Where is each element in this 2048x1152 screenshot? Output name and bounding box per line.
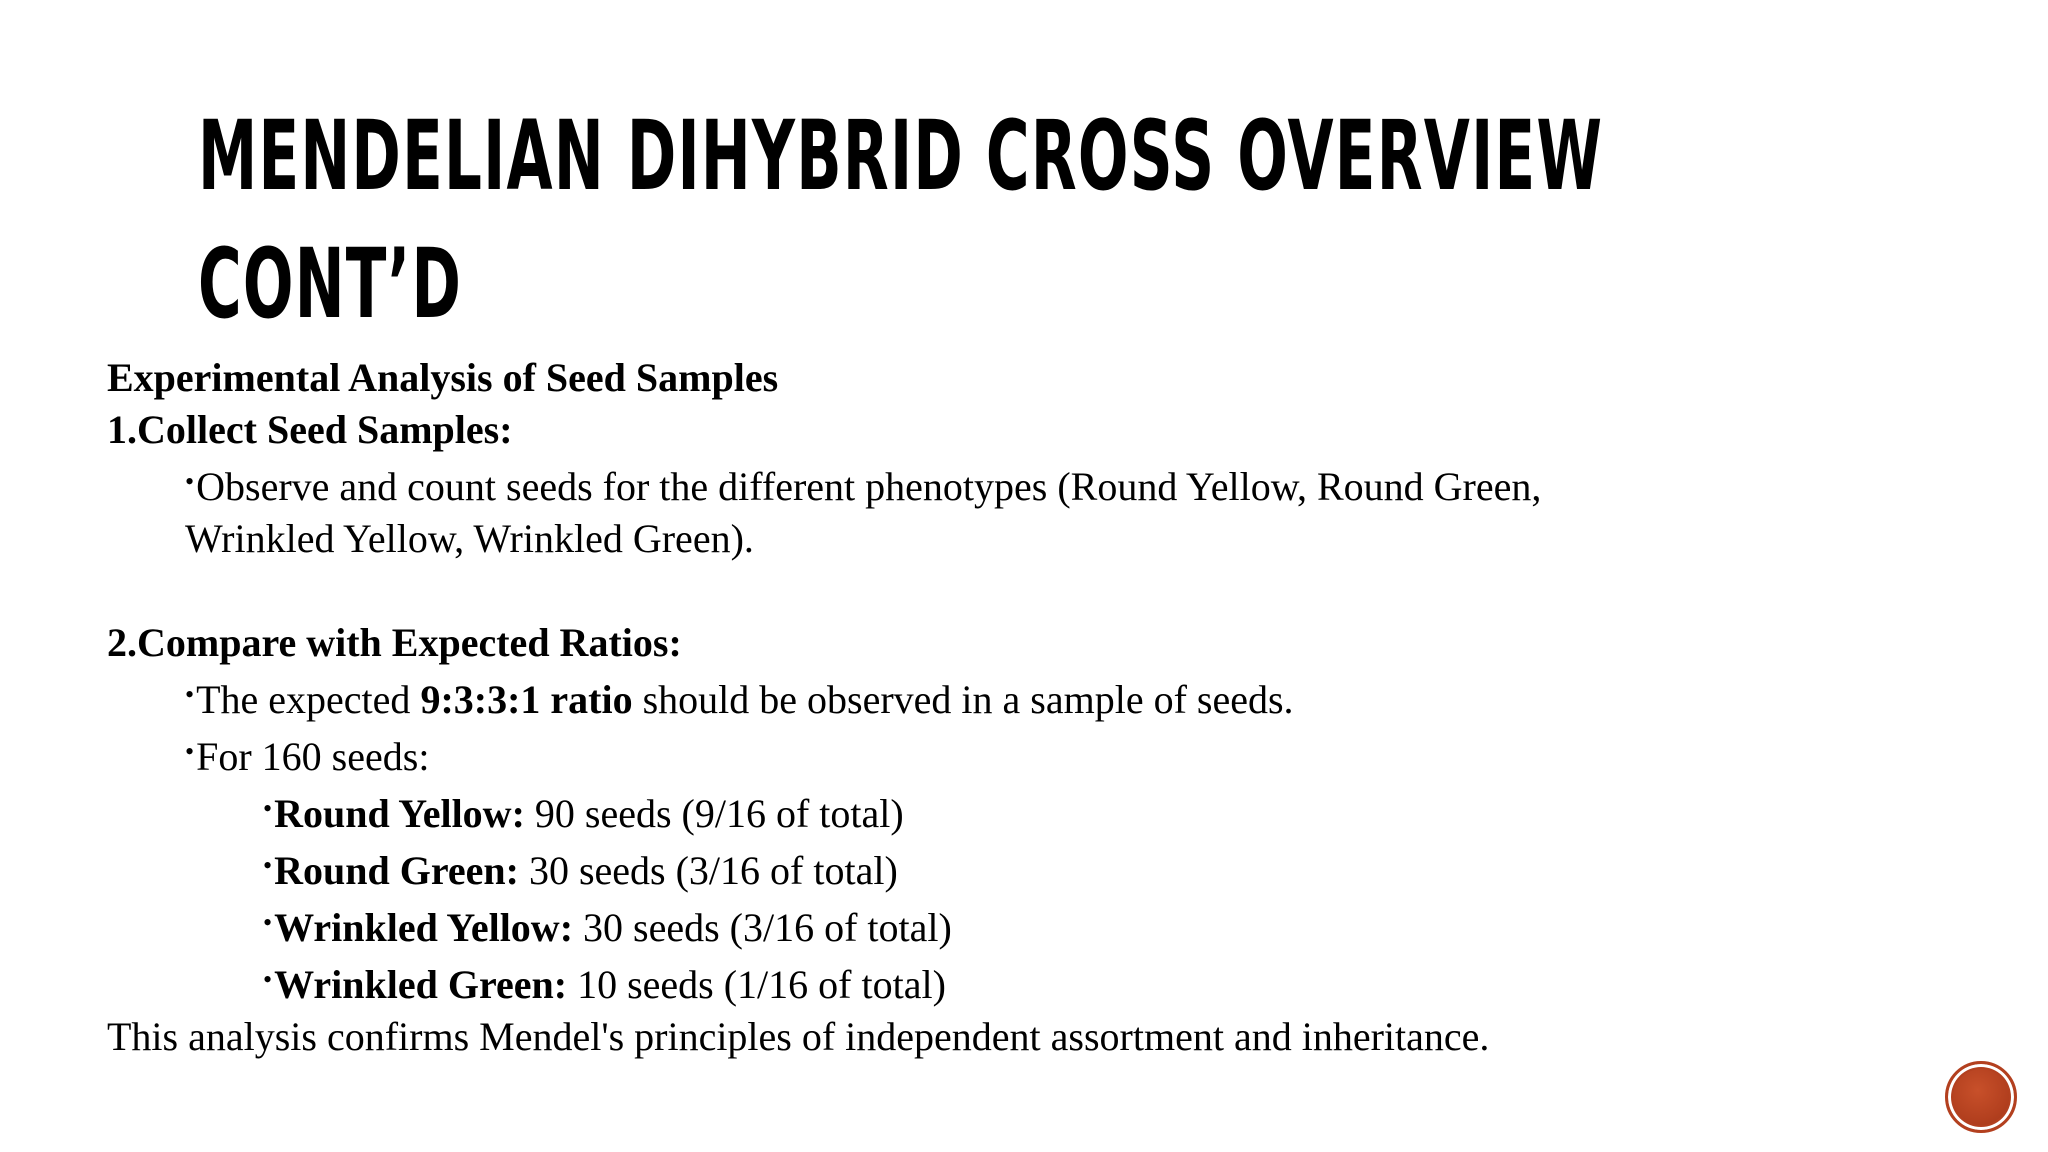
sub-item-value: 10 seeds (1/16 of total) [567, 962, 946, 1007]
conclusion-text: This analysis confirms Mendel's principles of independent assortment and inheritance. [107, 1014, 1490, 1059]
section-heading: Experimental Analysis of Seed Samples [107, 355, 779, 400]
title-line-2: CONT’D [198, 228, 463, 340]
step-1-number: 1. [107, 407, 137, 452]
sub-item-wrinkled-yellow [107, 897, 1947, 954]
bullet-icon: • [263, 965, 273, 994]
sub-item-wrinkled-green [107, 954, 1947, 1011]
circle-nav-icon[interactable] [1945, 1061, 2017, 1133]
step-1-bullet [107, 456, 1947, 513]
step-1-label: Collect Seed Samples: [137, 407, 513, 452]
bullet-1-post: should be observed in a sample of seeds. [632, 677, 1294, 722]
bullet-icon: • [263, 851, 273, 880]
sub-item-label: Wrinkled Yellow: [274, 905, 574, 950]
bullet-icon: • [185, 737, 195, 766]
step-2-bullet-1 [107, 669, 1947, 726]
sub-item-label: Round Yellow: [274, 791, 525, 836]
step-2-number: 2. [107, 620, 137, 665]
slide-title [198, 92, 1604, 348]
ratio-text: 9:3:3:1 ratio [420, 677, 633, 722]
step-1-bullet-text-1: Observe and count seeds for the different phenotypes (Round Yellow, Round Green, [196, 464, 1542, 509]
bullet-1-pre: The expected [196, 677, 421, 722]
sub-item-label: Wrinkled Green: [274, 962, 568, 1007]
bullet-icon: • [263, 794, 273, 823]
bullet-icon: • [263, 908, 273, 937]
sub-item-round-yellow [107, 783, 1947, 840]
sub-item-value: 30 seeds (3/16 of total) [573, 905, 952, 950]
sub-item-round-green [107, 840, 1947, 897]
bullet-2-text: For 160 seeds: [196, 734, 430, 779]
sub-item-value: 90 seeds (9/16 of total) [524, 791, 904, 836]
step-2 [107, 617, 1947, 669]
bullet-icon: • [185, 680, 195, 709]
step-1-bullet-cont: Wrinkled Yellow, Wrinkled Green). [185, 516, 754, 561]
step-2-label: Compare with Expected Ratios: [137, 620, 682, 665]
spacer [107, 565, 1947, 617]
bullet-icon: • [185, 467, 195, 496]
sub-item-label: Round Green: [274, 848, 519, 893]
slide-body [107, 352, 1947, 1063]
step-2-bullet-2 [107, 726, 1947, 783]
step-1 [107, 404, 1947, 456]
sub-item-value: 30 seeds (3/16 of total) [518, 848, 898, 893]
title-line-1: MENDELIAN DIHYBRID CROSS OVERVIEW [198, 100, 1604, 212]
